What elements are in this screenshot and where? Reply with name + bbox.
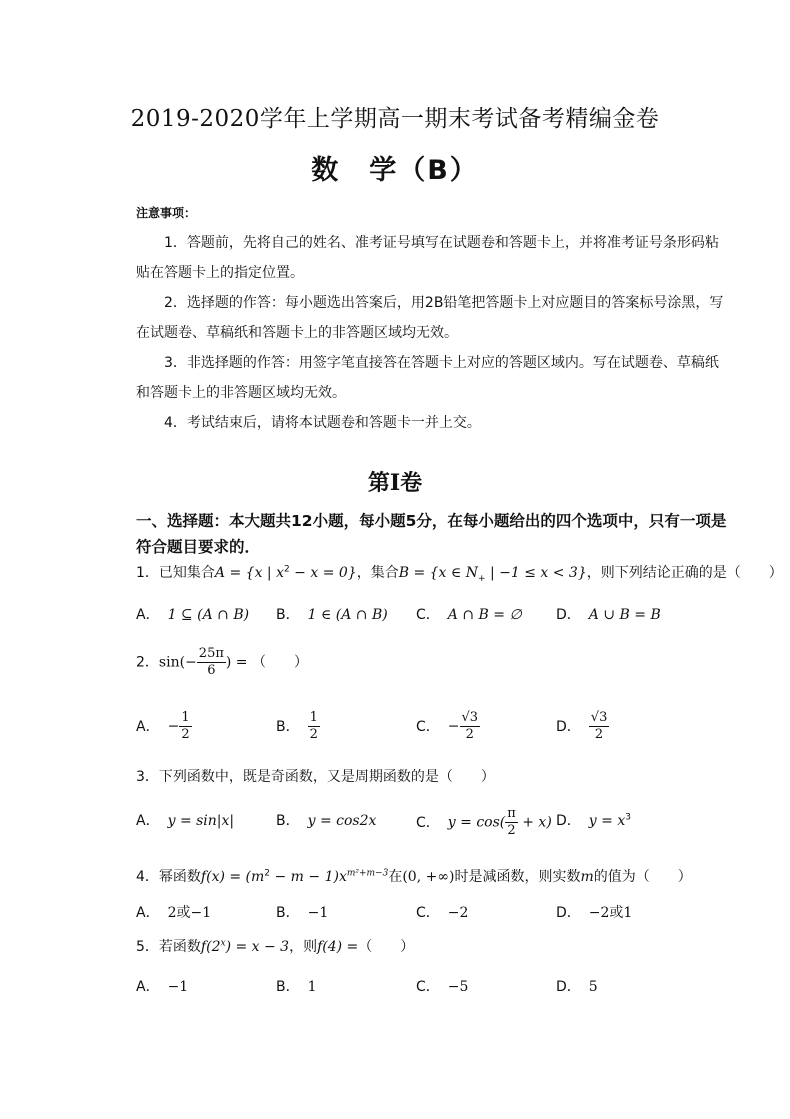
option-b: B． $\frac{1}{2}$ (276, 710, 318, 742)
question-3-options (136, 806, 736, 846)
option-b: B． 1 ∈ (A ∩ B) (276, 607, 388, 623)
option-c: C． y = cos( $\frac{\pi}{2}$ + x) (416, 806, 552, 838)
option-a: A． 2或−1 (136, 905, 212, 921)
question-2-options (136, 710, 736, 750)
option-c: C． − $\frac{√3}{2}$ (416, 710, 479, 742)
notice-item: 2．选择题的作答：每小题选出答案后，用2B铅笔把答题卡上对应题目的答案标号涂黑，写在试题卷、草稿纸和答题卡上的非答题区域均无效。 (136, 295, 724, 341)
volume-heading: 第Ⅰ卷 (367, 470, 423, 496)
question-4-options (136, 902, 736, 932)
notice-heading: 注意事项： (136, 206, 197, 220)
option-b: B． 1 (276, 979, 317, 995)
option-c: C． −5 (416, 979, 469, 995)
option-d: D． 5 (556, 979, 598, 995)
notice-item: 4．考试结束后，请将本试题卷和答题卡一并上交。 (164, 415, 481, 431)
option-c: C． A ∩ B = ∅ (416, 607, 522, 623)
question-5-stem: 5．若函数$f(2^x) = x - 3$，则f(4) =（ ） (136, 938, 415, 955)
notice-list (136, 228, 726, 438)
question-1-options (136, 604, 736, 634)
option-a: A． 1 ⊆ (A ∩ B) (136, 607, 250, 623)
question-4-stem: 4．幂函数$f(x) = (m^2 - m - 1)x^{m^2+m-3}$在(0, +∞)时是减函数，则实数m的值为（ ） (136, 868, 692, 885)
option-d: D． $y = x^3$ (556, 812, 631, 829)
option-b: B． y = cos2x (276, 813, 377, 829)
section-heading: 一、选择题：本大题共12小题，每小题5分，在每小题给出的四个选项中，只有一项是符合题目要求的． (136, 512, 727, 556)
option-b: B． −1 (276, 905, 329, 921)
option-a: A． − $\frac{1}{2}$ (136, 710, 190, 742)
question-2-stem: 2．sin(− $\frac{25\pi}{6}$ ) = （ ） (136, 646, 308, 678)
question-5-options (136, 976, 736, 1006)
notice-item: 1．答题前，先将自己的姓名、准考证号填写在试题卷和答题卡上，并将准考证号条形码粘贴在答题卡上的指定位置。 (136, 235, 719, 281)
option-a: A． −1 (136, 979, 189, 995)
exam-subject: 数 学（B） (311, 155, 479, 186)
notice-item: 3．非选择题的作答：用签字笔直接答在答题卡上对应的答题区域内。写在试题卷、草稿纸和答题卡上的非答题区域均无效。 (136, 355, 719, 401)
option-d: D． A ∪ B = B (556, 607, 661, 623)
question-3-stem: 3．下列函数中，既是奇函数，又是周期函数的是（ ） (136, 769, 495, 785)
option-a: A． y = sin|x| (136, 813, 235, 829)
question-1-stem: 1．已知集合A = {x | $x^2 - x = 0$}，集合B = {x ∈ $N_+$ | −1 ≤ x < 3}，则下列结论正确的是（ ） (136, 564, 783, 584)
option-d: D． $\frac{√3}{2}$ (556, 710, 608, 742)
exam-title: 2019-2020学年上学期高一期末考试备考精编金卷 (130, 106, 660, 132)
option-c: C． −2 (416, 905, 469, 921)
option-d: D． −2或1 (556, 905, 633, 921)
